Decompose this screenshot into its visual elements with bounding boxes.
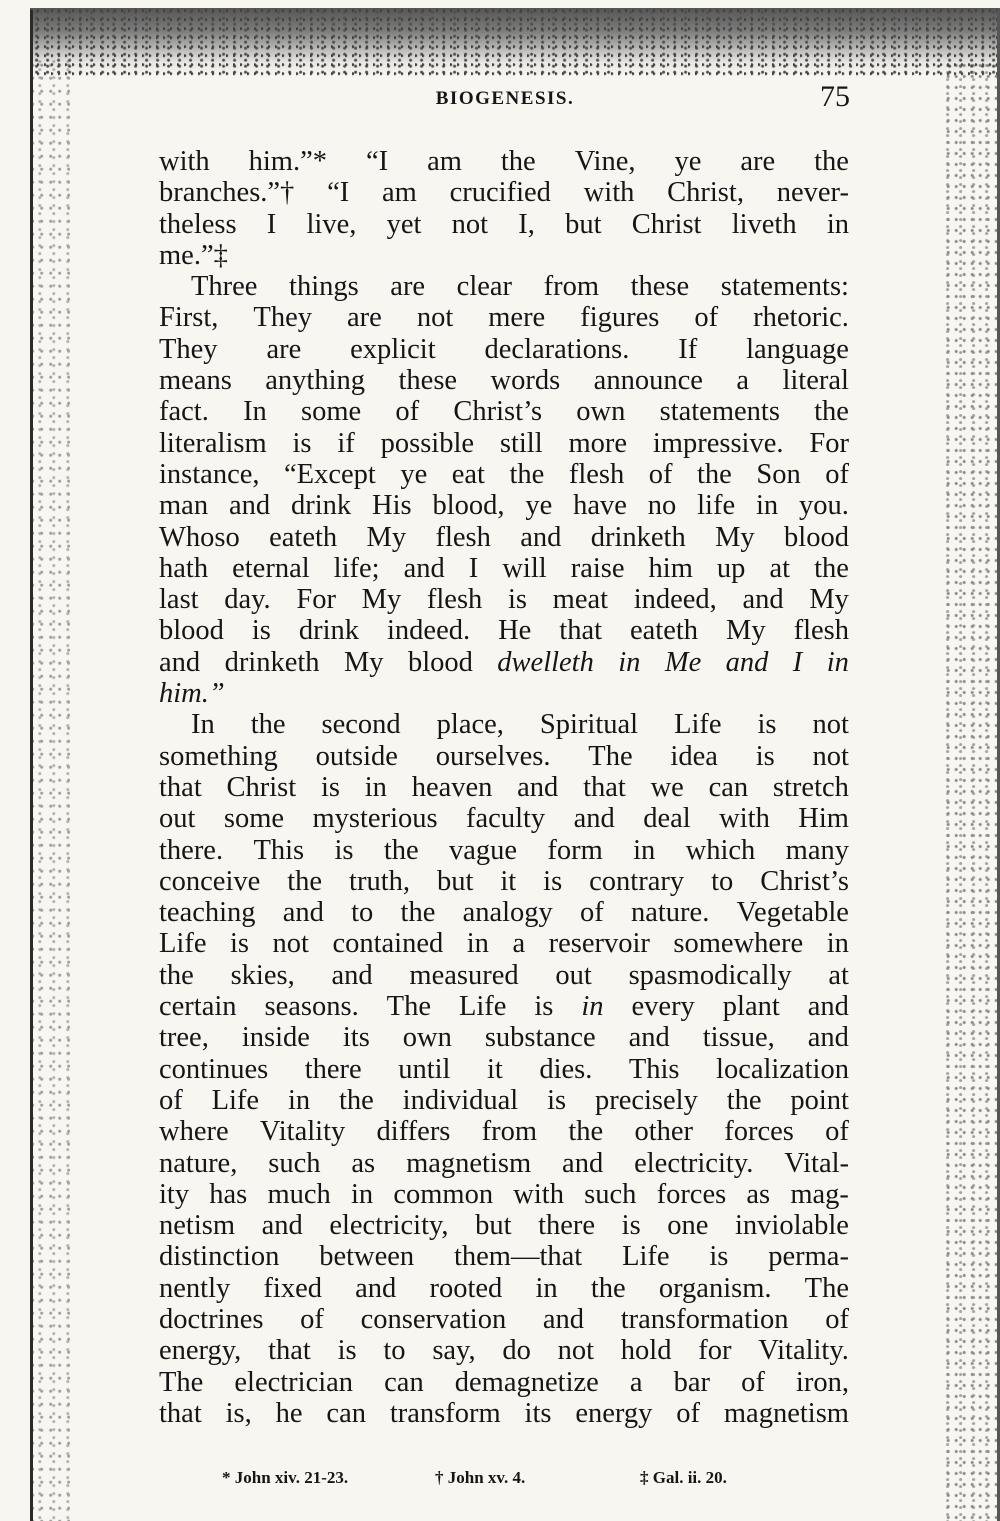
text-line: fact. In some of Christ’s own statements the [159,396,849,428]
text-line: there. This is the vague form in which many [159,834,849,866]
text-line: something outside ourselves. The idea is not [159,740,849,772]
text-line: of Life in the individual is precisely the point [159,1084,849,1116]
text-line: First, They are not mere figures of rhetoric. [159,302,849,334]
text-line: In the second place, Spiritual Life is not [191,709,849,741]
text-line: out some mysterious faculty and deal with Him [159,803,849,835]
scan-edge-top [30,8,1000,76]
text-line: where Vitality differs from the other forces of [159,1116,849,1148]
text-line: and drinketh My blood dwelleth in Me and I in [159,646,849,678]
text-line: Whoso eateth My flesh and drinketh My blood [159,521,849,553]
text-line: distinction between them—that Life is perma- [159,1241,849,1273]
text-line: continues there until it dies. This localization [159,1053,849,1085]
scan-edge-right [945,60,1000,1521]
text-line: doctrines of conservation and transformation of [159,1303,849,1335]
text-line: ity has much in common with such forces as mag- [159,1178,849,1210]
text-line: that Christ is in heaven and that we can stretch [159,771,849,803]
text-line: nature, such as magnetism and electricity. Vital- [159,1147,849,1179]
text-line: means anything these words announce a literal [159,365,849,397]
text-line: me.”‡ [159,239,228,271]
footnote-1: * John xiv. 21-23. [222,1468,349,1487]
text-line: that is, he can transform its energy of magnetism [159,1397,849,1429]
text-line: They are explicit declarations. If language [159,333,849,365]
text-line: netism and electricity, but there is one inviolable [159,1210,849,1242]
body-text [159,146,849,1429]
footnote-3: ‡ Gal. ii. 20. [640,1468,727,1487]
footnote-2: † John xv. 4. [435,1468,526,1487]
text-line: Three things are clear from these statements: [191,271,849,303]
text-line: Life is not contained in a reservoir somewhere in [159,928,849,960]
text-line: conceive the truth, but it is contrary to Christ’s [159,865,849,897]
text-line: branches.”† “I am crucified with Christ, never- [159,177,849,209]
text-line: theless I live, yet not I, but Christ liveth in [159,208,849,240]
text-line: with him.”* “I am the Vine, ye are the [159,146,849,177]
text-line: teaching and to the analogy of nature. Vegetable [159,897,849,929]
text-line: instance, “Except ye eat the flesh of the Son of [159,458,849,490]
text-line: last day. For My flesh is meat indeed, and My [159,584,849,616]
text-line: nently fixed and rooted in the organism. The [159,1272,849,1304]
text-line: energy, that is to say, do not hold for Vitality. [159,1335,849,1367]
text-line: man and drink His blood, ye have no life in you. [159,490,849,522]
text-line: him.” [159,678,225,710]
page-number: 75 [820,80,850,113]
scan-border-left [30,10,33,1521]
running-title: BIOGENESIS. [435,88,575,109]
text-line: The electrician can demagnetize a bar of iron, [159,1366,849,1398]
text-line: certain seasons. The Life is in every plant and [159,991,849,1023]
text-line: tree, inside its own substance and tissue, and [159,1022,849,1054]
text-line: the skies, and measured out spasmodically at [159,959,849,991]
page-header [160,80,850,114]
text-line: literalism is if possible still more impressive. For [159,427,849,459]
scan-edge-left [30,60,70,1521]
text-line: blood is drink indeed. He that eateth My flesh [159,615,849,647]
text-line: hath eternal life; and I will raise him up at the [159,552,849,584]
